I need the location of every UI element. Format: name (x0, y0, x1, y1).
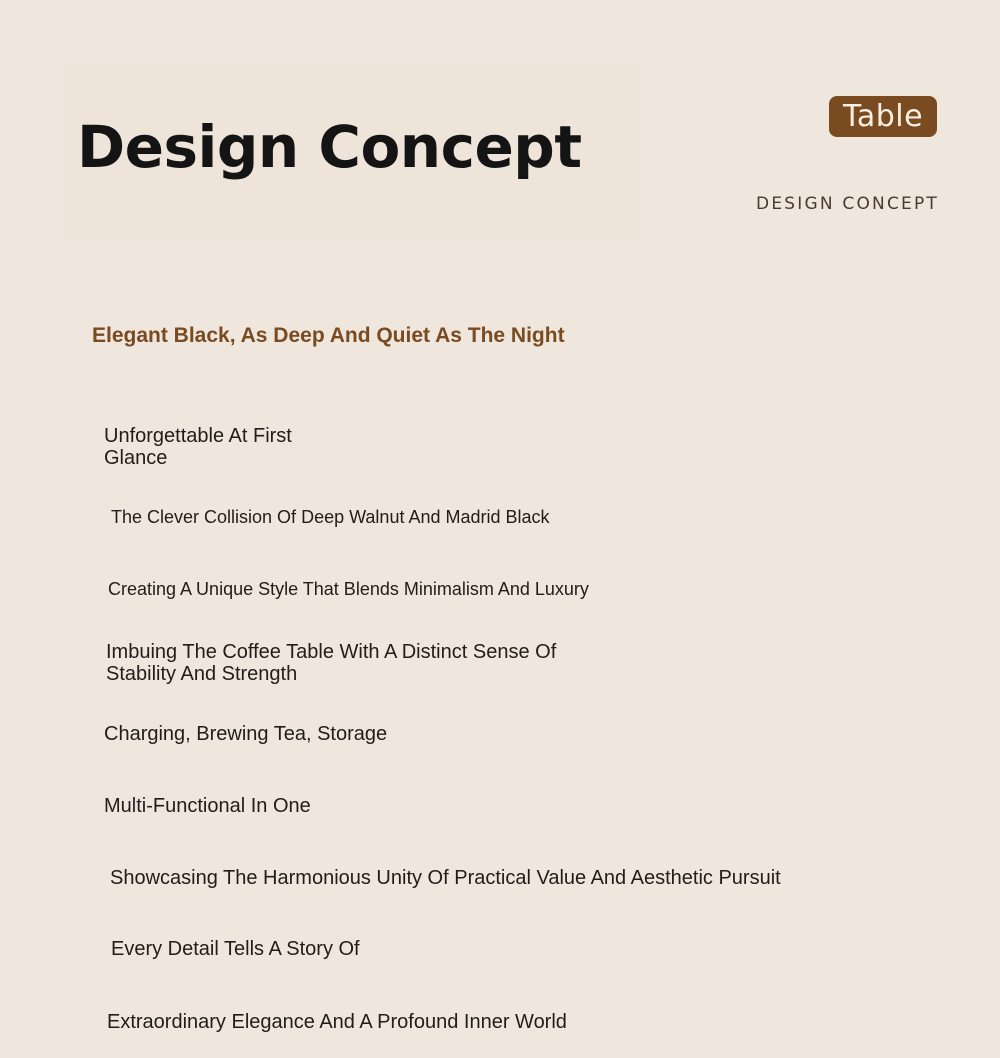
list-item: Unforgettable At First Glance (104, 425, 292, 469)
list-item: Extraordinary Elegance And A Profound Inner World (107, 1011, 567, 1033)
list-item: Creating A Unique Style That Blends Minimalism And Luxury (108, 579, 589, 599)
page-subtitle: DESIGN CONCEPT (756, 194, 939, 214)
list-item: Charging, Brewing Tea, Storage (104, 723, 388, 745)
list-item: Every Detail Tells A Story Of (111, 938, 360, 960)
list-item: The Clever Collision Of Deep Walnut And Madrid Black (111, 507, 550, 527)
category-tag[interactable]: Table (829, 96, 937, 137)
section-headline: Elegant Black, As Deep And Quiet As The Night (92, 324, 565, 347)
page-title: Design Concept (77, 113, 582, 181)
list-item: Showcasing The Harmonious Unity Of Practical Value And Aesthetic Pursuit (110, 867, 781, 889)
list-item: Multi-Functional In One (104, 795, 311, 817)
list-item: Imbuing The Coffee Table With A Distinct Sense Of Stability And Strength (106, 641, 557, 685)
